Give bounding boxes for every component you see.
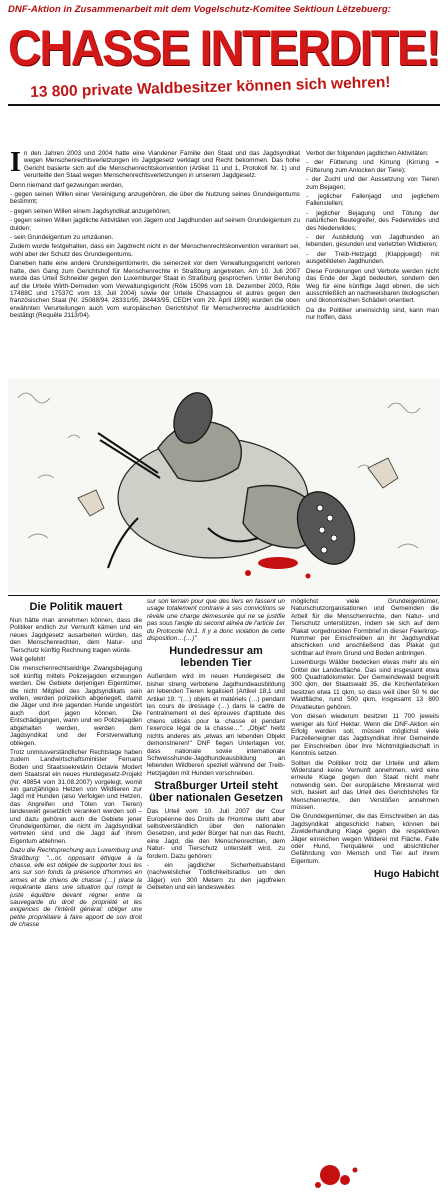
col3-paragraph: möglichst viele Grundeigentümer, Naturschutzorganisationen und Gemeinden die Arbeit für die Menschenrechte, den Natur- und Tierschutz unterstützen, indem sie sich auf dem Plakat vorgedruckten Formbrief in dieser Feierkrop-Nummer per Einschreiben an ihr Jagdsyndikat abschicken und anschließend das Plakat gut sichtbar auf ihrem Grund und Boden anbringen.	[291, 598, 439, 657]
right-top-column	[306, 150, 439, 376]
intro-paragraph: - gegen seinen Willen einer Vereinigung anzugehören, die über die Nutzung seines Grundeigentums bestimmt;	[10, 191, 300, 206]
right-paragraph: - der Fütterung und Kirrung (Kirrung = Fütterung zum Anlocken der Tiere);	[306, 159, 439, 174]
intro-paragraph: n den Jahren 2003 und 2004 hatte eine Viandener Familie den Staat und das Jagdsyndikat wegen Menschenrechtsverletzungen im Jagdgesetz verklagt und Recht bekommen. Das hohe Gericht basierte sich auf die Menschenrechtskonvention (Artikel 11 und 1, Protokoll Nr. 1) und verurteilte den Staat wegen Menschenrechtsverletzungen in unserem Jagdgesetz.	[23, 150, 300, 180]
right-paragraph: Verbot der folgenden jagdlichen Aktivitäten:	[306, 150, 429, 157]
section-rule	[8, 595, 440, 596]
right-paragraph: Da die Politiker uneinsichtig sind, kann man nur hoffen, dass	[306, 306, 439, 322]
intro-paragraph: Denn niemand darf gezwungen werden,	[10, 181, 124, 189]
subhead: 13 800 private Waldbesitzer können sich wehren!	[30, 73, 391, 101]
headline: CHASSE INTERDITE!	[8, 20, 440, 76]
right-paragraph: - jeglicher Fallenjagd und jeglichem Fallenstellen;	[306, 193, 439, 208]
col1-paragraph: Nun hätte man annehmen können, dass die Politiker endlich zur Vernunft kämen und ein neues Jagdgesetz ausarbeiten würden, das den Menschenrechten, dem Natur- und Tierschutz künftig Rechnung tragen würde.	[10, 617, 142, 654]
col3-paragraph: Die Grundeigentümer, die das Einschreiben an das Jagdsyndikat abgeschickt haben, können bei Zuwiderhandlung Klage gegen die respektiven Jäger einreichen wegen Wilderei mit Fläche, Falle oder Hund, Tierquälerei und absichtlicher Gefährdung von Mensch und Tier auf ihrem Eigentum.	[291, 813, 439, 865]
lower-column-1	[10, 598, 142, 1188]
right-paragraph: - jeglicher Bejagung und Tötung der natürlichen Beutegreifer, des Federwildes und des Niederwildes;	[306, 209, 439, 232]
col1-paragraph: Weit gefehlt!	[10, 656, 46, 664]
intro-paragraph: - gegen seinen Willen jagdliche Aktivitäten von Jägern und Jagdhunden auf seinem Grundeigentum zu dulden;	[10, 217, 300, 232]
intro-paragraph: Zudem wurde festgehalten, dass ein Jagdrecht nicht in der Menschenrechtskonvention verankert sei, wohl aber der Schutz des Grundeigentums.	[10, 243, 300, 258]
intro-column	[10, 150, 300, 376]
hunter-cartoon-illustration	[8, 378, 440, 592]
intro-paragraph: - sein Grundeigentum zu umzäunen.	[10, 234, 114, 242]
col2-paragraph: - ein jagdlicher Sicherheitsabstand (nachweislicher Tödlichkeitsradius um den Jäger) von 300 Metern zu den jagdfreien Gebieten und ein landesweites	[147, 861, 285, 892]
right-paragraph: - der Treib-Hetzjagd (Klappjuegd) mit ausgebildeten Jagdhunden.	[306, 250, 439, 266]
right-paragraph: - der Zucht und der Aussetzung von Tieren zum Bejagen;	[306, 176, 439, 191]
col2-paragraph: sur son terrain pour que des tiers en fassent un usage totalement contraire à ses convictions se révèle une charge démesurée qui ne se justifie pas sous l'angle du second alinéa de l'article 1er du Protocole Nr.1. Il y a donc violation de cette disposition…(…)"	[147, 598, 285, 643]
col1-paragraph: Dazu die Rechtsprechung aus Luxemburg und Straßburg: "…or, opposant éthique à la chasse, elle est obligée de supporter tous les ans sur son fonds la présence d'hommes en armes et de chiens de chasse (…) place la requérante dans une situation qui rompt le juste équilibre devant régner entre la sauvegarde du droit de propriété et les exigences de l'intérêt général: obliger une petite propriétaire à faire apport de son droit de chasse	[10, 847, 142, 929]
lower-column-2	[147, 598, 285, 1188]
section-title: Die Politik mauert	[29, 601, 123, 613]
lower-column-3	[291, 598, 439, 1188]
right-paragraph: Diese Forderungen und Verbote werden nicht das Ende der Jagd bedeuten, sondern den Weg für eine künftige Jagd ebnen, die sich ausschließlich an nachweisbaren ökologischen und ökonomischen Schäden orientiert.	[306, 267, 439, 305]
header-rule	[8, 104, 440, 106]
right-paragraph: - der Ausbildung von Jagdhunden an lebenden, gesunden und verletzten Wildtieren;	[306, 234, 439, 249]
section-title: Straßburger Urteil steht über nationalen Gesetzen	[149, 780, 283, 805]
kicker: DNF-Aktion in Zusammenarbeit mit dem Vogelschutz-Komitee Sektioun Lëtzebuerg:	[8, 4, 391, 15]
col2-paragraph: Das Urteil vom 10. Juli 2007 der Cour Européenne des Droits de l'Homme steht aber selbstverständlich über den nationalen Gesetzen, und jeder Bürger hat nun das Recht, eine Jagd, die den Menschenrechten, dem Natur- und Tierschutz unterstellt wird, zu fordern. Dazu gehören:	[147, 808, 285, 860]
col3-paragraph: Luxemburgs Wälder bedecken etwas mehr als ein Drittel der Landesfläche. Das sind insgesamt etwa 900 Quadratkilometer. Der Gemeindewald begreift 300 qkm, der Staatswald 35, die Kirchenfabriken besitzen etwa 11 qkm, so dass weit über 50 % der Waldfläche, rund 500 qkm, insgesamt 13 800 Privatleuten gehören.	[291, 659, 439, 711]
col1-paragraph: Die menschenrechtswidrige Zwangsbejagung soll künftig mittels Polizeijagden erzwungen werden. Die Gebiete derjenigen Eigentümer, die nicht Mitglied des Jagdsyndikats sein wollen, werden polizeilich abgeriegelt, damit die Jäger und ihre jagenden Hunde ungestört auch dort jagen können. Die Entschädigungen, wann und wo Polizeijagden abgehalten werden, werden dem Jagdsyndikat und der Forstverwaltung obliegen.	[10, 665, 142, 747]
col3-paragraph: Sollten die Politiker trotz der Urteile und allem Widerstand keine Vernunft annehmen, wird eine erneute Klage gegen den Staat nicht mehr notwendig sein. Der europäische Ministerrat wird sich, basiert auf das Urteil des Gerichtshofes für Menschenrechte, den Verstößen annehmen müssen.	[291, 759, 439, 811]
blood-splatter	[300, 1150, 390, 1200]
drop-cap: I	[10, 150, 21, 178]
col2-paragraph: Außerdem wird im neuen Hundegesetz die bisher streng verbotene Jagdhundeausbildung an lebenden Tieren legalisiert (Artikel 18,1 und Artikel 19: "(…) objets et matériels (…) pendant les cours de dressage (…) dans le cadre de l'entraînement et des épreuves d'aptitude des chiens utilisés pour la chasse et pendant l'exercice légal de la chasse…". „Objet" heißt nichts anderes als „etwas am lebenden Objekt demonstrieren!" DNF fiegen Unterlagen vor, dass nationale sowie internationale Schweisshunde-Jagdhundeausbildung an lebenden Wildtieren speziell während der Treib-Hetzjagden mit Hunden vorschreiben.	[147, 673, 285, 777]
author-signature: Hugo Habicht	[374, 869, 439, 881]
col1-paragraph: Trotz unmissverständlicher Rechtslage haben zudem Landwirtschaftsminister Fernand Boden und Staatssekretärin Octavie Modert dem Staatsrat ein neues Hundegesetz-Projekt (Nr. 49854 vom 31.08.2007) vorgelegt, womit ein ganzjähriges Hetzen von Wildtieren zur Jagd mit Hunden (also Verfolgen und Hetzen, das Angreifen und Töten von Tieren) landesweit gesetzlich verankert werden soll – und dazu gehören auch die Gebiete jener Grundeigentümer, die nicht im Jagdsyndikat vertreten sind und die Jagd auf ihrem Eigentum ablehnen.	[10, 748, 142, 845]
col3-paragraph: Von diesen wiederum besitzen 11 700 jeweils weniger als fünf Hektar. Wenn die DNF-Aktion ein Erfolg werden soll, müssen möglichst viele Parzelleneigner das Jagdsyndikat ihrer Gemeinde per Einschreiben über ihre Nichtmitgliedschaft in Kenntnis setzen.	[291, 713, 439, 758]
intro-paragraph: - gegen seinen Willen einem Jagdsyndikat anzugehören;	[10, 207, 171, 215]
section-title: Hundedressur am lebenden Tier	[169, 645, 263, 670]
intro-paragraph: Daneben hatte eine andere Grundeigentümerin, die seinerzeit vor dem Verwaltungsgericht verloren hatte, den Gang zum Gerichtshof für Menschenrechte in Straßburg angetreten. Am 10. Juli 2007 wurde das Urteil Schneider gegen den Luxemburger Staat in Straßburg gesprochen. Unter Berufung auf die Urteile Wirth-Derneden vom Verwaltungsgericht (Rôle 15096 vom 18. Dezember 2003, Rôle 17488C und 17537C vom 13. Juli 2004) sowie der Urteile Chassagnou et autres gegen den französischen Staat (Nr. 25088/94, 28331/95, 28443/95, CEDH vom 29. April 1999) wurden die oben erwähnten Verurteilungen auch vom europäischen Gerichtshof für Menschenrechte ausdrücklich bestätigt (Requête 2113/04).	[10, 260, 300, 320]
